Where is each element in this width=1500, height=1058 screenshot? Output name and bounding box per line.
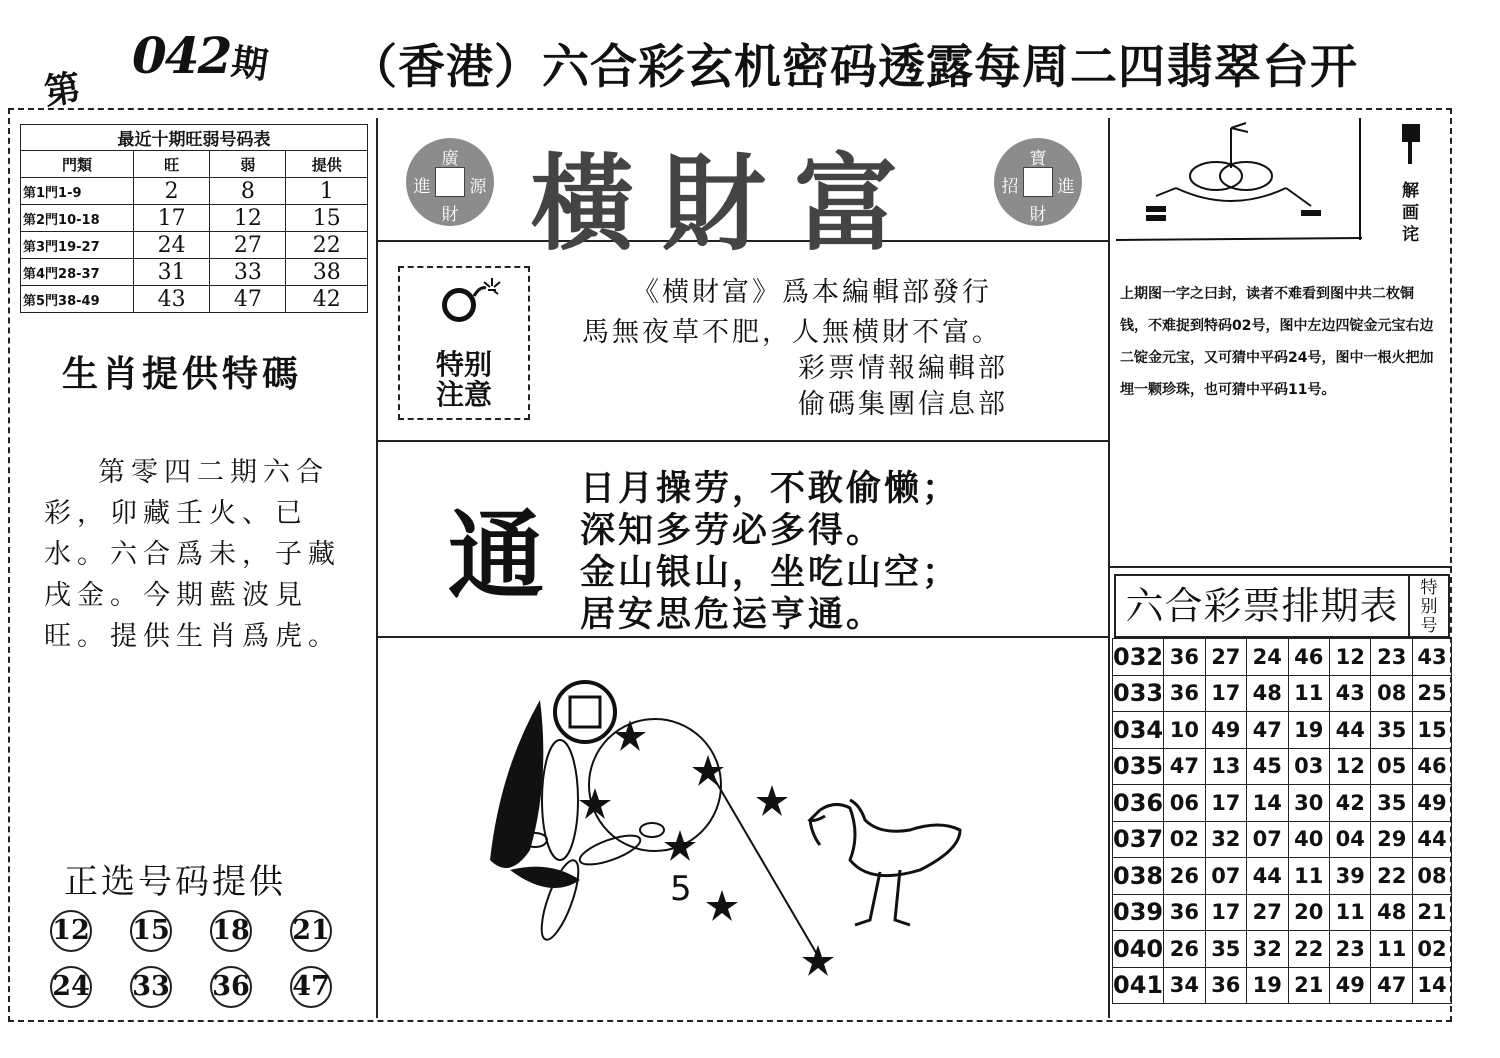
poem-line: 居安思危运亨通。 (580, 595, 885, 635)
schedule-special-label (1408, 574, 1450, 638)
schedule-special: 49 (1413, 785, 1452, 822)
special-char: 特 (1420, 578, 1438, 598)
schedule-number: 11 (1288, 858, 1329, 895)
schedule-number: 45 (1247, 748, 1288, 785)
schedule-number: 29 (1371, 821, 1413, 858)
col-header: 門類 (21, 151, 134, 178)
pick-title: 正选号码提供 (64, 862, 286, 902)
schedule-number: 26 (1164, 931, 1205, 968)
schedule-special: 21 (1413, 894, 1452, 931)
table-row (21, 178, 368, 205)
schedule-number: 22 (1371, 858, 1413, 895)
coin-left (406, 138, 494, 226)
schedule-special: 02 (1413, 931, 1452, 968)
schedule-number: 19 (1288, 712, 1329, 749)
col-header: 旺 (134, 151, 210, 178)
schedule-number: 42 (1329, 785, 1370, 822)
cell-wang: 31 (134, 259, 210, 286)
bird-icon (810, 800, 960, 925)
schedule-number: 06 (1164, 785, 1205, 822)
coin-char: 進 (413, 177, 431, 197)
period-prefix: 第 (41, 67, 84, 114)
table-row (21, 232, 368, 259)
notice-box (398, 266, 530, 420)
row-label: 第2門10-18 (21, 205, 134, 232)
riddle-picture (440, 660, 1000, 1000)
schedule-number: 11 (1329, 894, 1370, 931)
schedule-number: 17 (1205, 894, 1246, 931)
divider-left (376, 118, 378, 1018)
cell-wang: 17 (134, 205, 210, 232)
schedule-number: 49 (1205, 712, 1246, 749)
schedule-number: 27 (1205, 639, 1246, 676)
table-row (1113, 931, 1452, 968)
coin-char: 源 (469, 177, 487, 197)
table-row (21, 259, 368, 286)
poem (580, 468, 960, 636)
table-row (1113, 712, 1452, 749)
schedule-special: 14 (1413, 967, 1452, 1004)
cell-wang: 43 (134, 286, 210, 313)
special-char: 号 (1420, 616, 1438, 636)
cell-wang: 2 (134, 178, 210, 205)
schedule-period: 041 (1113, 967, 1164, 1004)
jie-label: 画 (1402, 203, 1419, 223)
coin-char: 進 (1057, 177, 1075, 197)
schedule-number: 32 (1247, 931, 1288, 968)
divider-notice (378, 440, 1108, 442)
notice-label (400, 350, 528, 410)
schedule-number: 03 (1288, 748, 1329, 785)
zodiac-text: 第零四二期六合彩，卯藏壬火、已水。六合爲未，子藏戌金。今期藍波見旺。提供生肖爲虎。 (44, 457, 341, 652)
schedule-number: 47 (1164, 748, 1205, 785)
schedule-number: 48 (1371, 894, 1413, 931)
pick-number-ball: 21 (290, 910, 332, 952)
schedule-title: 六合彩票排期表 (1114, 574, 1410, 638)
cell-ruo: 12 (210, 205, 286, 232)
schedule-number: 27 (1247, 894, 1288, 931)
schedule-number: 20 (1288, 894, 1329, 931)
schedule-number: 47 (1371, 967, 1413, 1004)
row-label: 第1門1-9 (21, 178, 134, 205)
schedule-number: 36 (1164, 894, 1205, 931)
divider-poem (378, 636, 1108, 638)
jie-label: 解 (1402, 181, 1419, 201)
schedule-period: 038 (1113, 858, 1164, 895)
strength-table-caption: 最近十期旺弱号码表 (21, 125, 368, 151)
schedule-number: 35 (1371, 785, 1413, 822)
zodiac-title: 生肖提供特碼 (62, 354, 303, 395)
notice-line: 《横財富》爲本編輯部發行 (632, 277, 992, 308)
schedule-number: 07 (1205, 858, 1246, 895)
hint-text: 上期图一字之曰封，读者不难看到图中共二枚铜钱，不难捉到特码02号，图中左边四锭金元宝右边二锭金元宝，又可猜中平码24号，图中一根火把加埋一颗珍珠，也可猜中平码11号。 (1120, 286, 1434, 398)
schedule-number: 44 (1329, 712, 1370, 749)
schedule-number: 48 (1247, 675, 1288, 712)
period-suffix: 期 (228, 41, 271, 88)
coin-char: 財 (1029, 205, 1047, 225)
schedule-number: 36 (1164, 639, 1205, 676)
schedule-period: 032 (1113, 639, 1164, 676)
notice-line: 馬無夜草不肥，人無横財不富。 (582, 317, 1002, 348)
pick-number-ball: 15 (130, 910, 172, 952)
notice-label-line: 注意 (435, 378, 492, 411)
schedule-number: 21 (1288, 967, 1329, 1004)
schedule-number: 32 (1205, 821, 1246, 858)
pick-number-ball: 36 (210, 966, 252, 1008)
coin-square (1023, 167, 1053, 197)
pick-number-ball: 12 (50, 910, 92, 952)
schedule-number: 04 (1329, 821, 1370, 858)
pearl-circle (589, 719, 721, 851)
table-row (1113, 748, 1452, 785)
schedule-number: 14 (1247, 785, 1288, 822)
spark-icon (470, 274, 510, 304)
schedule-number: 11 (1288, 675, 1329, 712)
coin-square (435, 167, 465, 197)
cell-tigong: 38 (286, 259, 368, 286)
row-label: 第3門19-27 (21, 232, 134, 259)
schedule-number: 22 (1288, 931, 1329, 968)
schedule-number: 10 (1164, 712, 1205, 749)
schedule-period: 036 (1113, 785, 1164, 822)
schedule-number: 12 (1329, 639, 1370, 676)
pick-number-ball: 24 (50, 966, 92, 1008)
schedule-special: 15 (1413, 712, 1452, 749)
row-label: 第4門28-37 (21, 259, 134, 286)
schedule-period: 034 (1113, 712, 1164, 749)
schedule-number: 23 (1371, 639, 1413, 676)
divider-right (1108, 118, 1110, 1018)
schedule-number: 23 (1329, 931, 1370, 968)
schedule-period: 037 (1113, 821, 1164, 858)
coin-right (994, 138, 1082, 226)
cell-tigong: 15 (286, 205, 368, 232)
banner-title: 橫財富 (530, 142, 927, 265)
poem-line: 深知多劳必多得。 (580, 511, 885, 551)
schedule-number: 13 (1205, 748, 1246, 785)
cell-tigong: 42 (286, 286, 368, 313)
table-row (1113, 675, 1452, 712)
schedule-number: 08 (1371, 675, 1413, 712)
ingot-icons (1146, 206, 1321, 221)
schedule-number: 46 (1288, 639, 1329, 676)
period-number: 042 (132, 26, 231, 85)
jie-label: 诧 (1402, 225, 1419, 245)
coin-char: 寶 (1029, 149, 1047, 169)
schedule-table (1112, 638, 1452, 1004)
schedule-special: 08 (1413, 858, 1452, 895)
pick-number-ball: 33 (130, 966, 172, 1008)
table-row (1113, 821, 1452, 858)
cell-ruo: 47 (210, 286, 286, 313)
cell-tigong: 22 (286, 232, 368, 259)
schedule-number: 34 (1164, 967, 1205, 1004)
schedule-special: 25 (1413, 675, 1452, 712)
pick-number-ball: 18 (210, 910, 252, 952)
page-title: （香港）六合彩玄机密码透露每周二四翡翠台开 (350, 40, 1358, 95)
schedule-number: 36 (1205, 967, 1246, 1004)
star-icons (579, 720, 834, 976)
schedule-number: 26 (1164, 858, 1205, 895)
schedule-number: 05 (1371, 748, 1413, 785)
schedule-number: 35 (1371, 712, 1413, 749)
schedule-number: 02 (1164, 821, 1205, 858)
col-header: 提供 (286, 151, 368, 178)
schedule-period: 040 (1113, 931, 1164, 968)
table-row (21, 286, 368, 313)
schedule-number: 44 (1247, 858, 1288, 895)
strength-table (20, 124, 368, 313)
schedule-number: 11 (1371, 931, 1413, 968)
schedule-number: 43 (1329, 675, 1370, 712)
schedule-number: 47 (1247, 712, 1288, 749)
schedule-special: 46 (1413, 748, 1452, 785)
cell-ruo: 33 (210, 259, 286, 286)
pointing-hand-icon (1398, 120, 1424, 168)
row-label: 第5門38-49 (21, 286, 134, 313)
cell-wang: 24 (134, 232, 210, 259)
table-row (1113, 858, 1452, 895)
coin-icon (555, 682, 615, 742)
schedule-number: 17 (1205, 675, 1246, 712)
tong-character: 通 (448, 500, 544, 612)
cell-tigong: 1 (286, 178, 368, 205)
coin-char: 廣 (441, 149, 459, 169)
cell-ruo: 27 (210, 232, 286, 259)
table-row (1113, 894, 1452, 931)
schedule-number: 24 (1247, 639, 1288, 676)
schedule-number: 36 (1164, 675, 1205, 712)
cell-ruo: 8 (210, 178, 286, 205)
table-row (21, 205, 368, 232)
special-char: 别 (1420, 597, 1438, 617)
notice-line: 彩票情報編輯部 (798, 353, 1008, 384)
col-header: 弱 (210, 151, 286, 178)
schedule-number: 30 (1288, 785, 1329, 822)
scale-picture (1116, 118, 1362, 242)
schedule-number: 49 (1329, 967, 1370, 1004)
schedule-number: 35 (1205, 931, 1246, 968)
picture-number: 5 (670, 869, 692, 909)
notice-line: 偷碼集團信息部 (798, 389, 1008, 420)
schedule-number: 17 (1205, 785, 1246, 822)
schedule-number: 19 (1247, 967, 1288, 1004)
schedule-period: 039 (1113, 894, 1164, 931)
schedule-number: 40 (1288, 821, 1329, 858)
poem-line: 金山银山，坐吃山空； (580, 553, 961, 593)
divider-hint (1110, 566, 1452, 568)
schedule-number: 12 (1329, 748, 1370, 785)
coin-char: 財 (441, 205, 459, 225)
poem-line: 日月操劳，不敢偷懒； (580, 469, 961, 509)
schedule-number: 07 (1247, 821, 1288, 858)
table-row (1113, 785, 1452, 822)
table-row (1113, 639, 1452, 676)
schedule-period: 035 (1113, 748, 1164, 785)
coin-char: 招 (1001, 177, 1019, 197)
schedule-special: 43 (1413, 639, 1452, 676)
pick-number-ball: 47 (290, 966, 332, 1008)
schedule-period: 033 (1113, 675, 1164, 712)
notice-label-line: 特别 (435, 348, 492, 381)
schedule-special: 44 (1413, 821, 1452, 858)
string-line (708, 768, 818, 956)
table-row (1113, 967, 1452, 1004)
schedule-number: 39 (1329, 858, 1370, 895)
